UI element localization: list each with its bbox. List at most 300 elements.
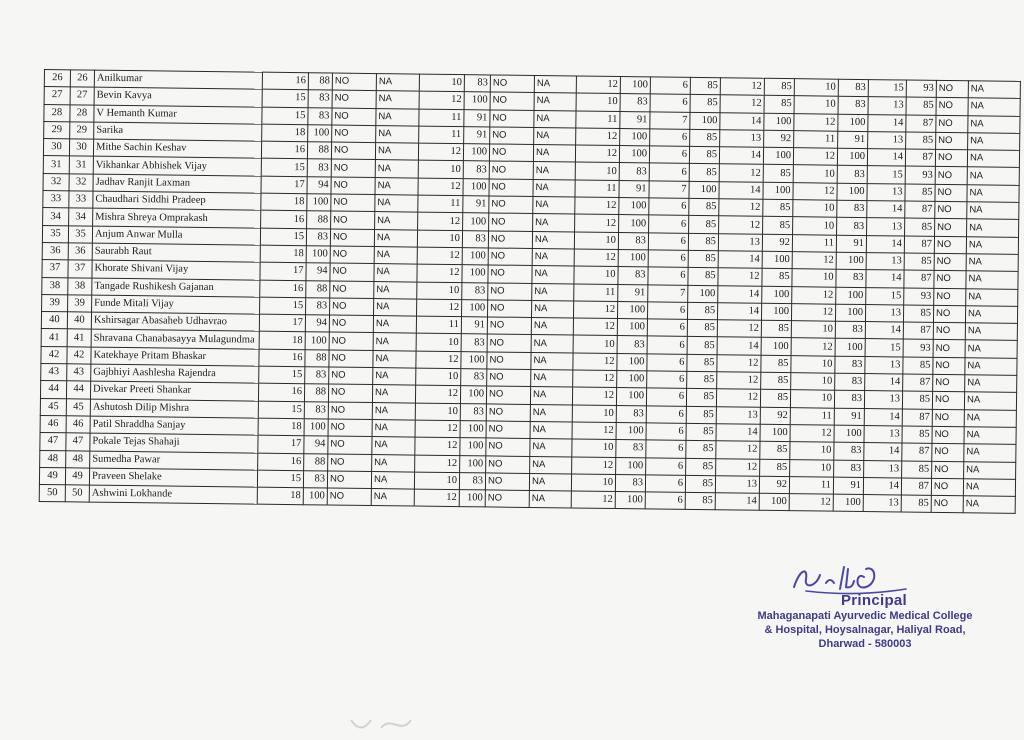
t6-percent-cell: 83 xyxy=(837,218,867,236)
t2-detained-cell: NO xyxy=(489,144,533,162)
t7-detained-cell: NO xyxy=(935,167,967,185)
t5-percent-cell: 85 xyxy=(762,269,792,287)
t1-remark-cell: NA xyxy=(375,177,418,195)
t2-marks-cell: 11 xyxy=(419,126,464,144)
roll-no-cell: 28 xyxy=(70,104,94,122)
t7-remark-cell: NA xyxy=(968,115,1020,133)
t7-remark-cell: NA xyxy=(965,306,1017,324)
t3-marks-cell: 10 xyxy=(572,405,616,423)
t2-marks-cell: 12 xyxy=(419,91,464,109)
t7-percent-cell: 87 xyxy=(905,201,935,219)
t7-detained-cell: NO xyxy=(932,461,964,479)
t3-marks-cell: 12 xyxy=(573,301,617,319)
t2-marks-cell: 10 xyxy=(417,230,462,248)
t6-percent-cell: 83 xyxy=(834,460,864,478)
t4-percent-cell: 85 xyxy=(690,77,720,95)
marks-table-body xyxy=(39,70,1020,514)
t1-percent-cell: 94 xyxy=(306,263,330,281)
t6-percent-cell: 100 xyxy=(837,148,867,166)
t4-percent-cell: 85 xyxy=(689,216,719,234)
t5-marks-cell: 13 xyxy=(718,233,762,251)
roll-no-cell: 43 xyxy=(67,364,91,382)
t2-percent-cell: 100 xyxy=(462,248,488,266)
t3-percent-cell: 83 xyxy=(619,163,649,181)
t5-marks-cell: 13 xyxy=(720,130,764,148)
t7-remark-cell: NA xyxy=(964,409,1016,427)
t1-percent-cell: 88 xyxy=(308,73,332,91)
t1-marks-cell: 15 xyxy=(262,107,308,125)
t6-percent-cell: 100 xyxy=(836,252,866,270)
principal-signature-icon xyxy=(786,557,926,597)
t3-percent-cell: 100 xyxy=(615,492,645,510)
t5-percent-cell: 85 xyxy=(761,320,791,338)
t1-percent-cell: 83 xyxy=(308,107,332,125)
t3-marks-cell: 12 xyxy=(575,145,619,163)
t1-detained-cell: NO xyxy=(332,73,376,91)
sr-no-cell: 44 xyxy=(40,381,66,399)
t4-marks-cell: 6 xyxy=(648,250,688,268)
t6-percent-cell: 91 xyxy=(838,131,868,149)
t7-remark-cell: NA xyxy=(965,375,1017,393)
t6-percent-cell: 83 xyxy=(838,97,868,115)
t5-marks-cell: 12 xyxy=(717,320,761,338)
t4-percent-cell: 85 xyxy=(687,354,717,372)
t7-marks-cell: 14 xyxy=(866,270,904,288)
t1-detained-cell: NO xyxy=(331,211,375,229)
t1-detained-cell: NO xyxy=(328,384,372,402)
t2-percent-cell: 100 xyxy=(464,92,490,110)
t6-percent-cell: 83 xyxy=(834,442,864,460)
t3-marks-cell: 10 xyxy=(574,232,618,250)
t1-remark-cell: NA xyxy=(371,471,414,489)
t1-percent-cell: 100 xyxy=(308,125,332,143)
t3-percent-cell: 100 xyxy=(620,128,650,146)
t5-marks-cell: 12 xyxy=(719,164,763,182)
t1-remark-cell: NA xyxy=(372,385,415,403)
roll-no-cell: 36 xyxy=(68,243,92,261)
t7-detained-cell: NO xyxy=(935,150,967,168)
t7-marks-cell: 14 xyxy=(867,149,905,167)
t2-detained-cell: NO xyxy=(486,404,530,422)
student-name-cell: Sumedha Pawar xyxy=(90,451,258,470)
t1-marks-cell: 15 xyxy=(262,89,308,107)
sr-no-cell: 42 xyxy=(41,346,67,364)
sr-no-cell: 35 xyxy=(42,225,68,243)
t2-percent-cell: 100 xyxy=(460,386,486,404)
t7-percent-cell: 85 xyxy=(906,97,936,115)
t2-percent-cell: 100 xyxy=(463,178,489,196)
t5-marks-cell: 12 xyxy=(716,441,760,459)
t4-percent-cell: 100 xyxy=(688,285,718,303)
t1-marks-cell: 18 xyxy=(260,245,306,263)
t2-remark-cell: NA xyxy=(533,214,575,232)
t7-percent-cell: 87 xyxy=(903,374,933,392)
t3-marks-cell: 12 xyxy=(576,128,620,146)
t3-percent-cell: 91 xyxy=(619,180,649,198)
t1-detained-cell: NO xyxy=(329,367,373,385)
t1-percent-cell: 100 xyxy=(305,332,329,350)
t3-marks-cell: 11 xyxy=(574,284,618,302)
t4-marks-cell: 6 xyxy=(650,94,690,112)
t2-marks-cell: 12 xyxy=(415,420,460,438)
t4-marks-cell: 6 xyxy=(645,475,685,493)
t4-percent-cell: 85 xyxy=(685,475,715,493)
t3-percent-cell: 100 xyxy=(617,301,647,319)
t7-detained-cell: NO xyxy=(933,323,965,341)
t7-remark-cell: NA xyxy=(964,444,1016,462)
t4-marks-cell: 6 xyxy=(646,406,686,424)
t7-percent-cell: 93 xyxy=(904,288,934,306)
t6-percent-cell: 100 xyxy=(835,304,865,322)
t4-marks-cell: 6 xyxy=(646,388,686,406)
t3-percent-cell: 83 xyxy=(618,267,648,285)
roll-no-cell: 30 xyxy=(69,139,93,157)
t2-percent-cell: 91 xyxy=(463,196,489,214)
t3-marks-cell: 12 xyxy=(575,214,619,232)
t1-detained-cell: NO xyxy=(330,229,374,247)
t6-marks-cell: 12 xyxy=(792,286,836,304)
t1-marks-cell: 17 xyxy=(260,262,306,280)
sr-no-cell: 27 xyxy=(44,87,70,105)
t5-percent-cell: 100 xyxy=(761,338,791,356)
roll-no-cell: 45 xyxy=(66,398,90,416)
t4-percent-cell: 100 xyxy=(690,112,720,130)
t4-percent-cell: 85 xyxy=(690,129,720,147)
t2-detained-cell: NO xyxy=(486,421,530,439)
t1-detained-cell: NO xyxy=(328,402,372,420)
t7-marks-cell: 13 xyxy=(864,425,902,443)
t2-marks-cell: 12 xyxy=(418,212,463,230)
t1-detained-cell: NO xyxy=(330,246,374,264)
principal-title: Principal xyxy=(840,592,908,609)
t6-percent-cell: 91 xyxy=(836,235,866,253)
t7-remark-cell: NA xyxy=(965,358,1017,376)
t7-marks-cell: 14 xyxy=(866,235,904,253)
t4-marks-cell: 6 xyxy=(646,423,686,441)
roll-no-cell: 27 xyxy=(70,87,94,105)
t3-percent-cell: 83 xyxy=(620,94,650,112)
t6-marks-cell: 10 xyxy=(793,200,837,218)
t4-marks-cell: 7 xyxy=(650,112,690,130)
sr-no-cell: 41 xyxy=(41,329,67,347)
sr-no-cell: 30 xyxy=(43,139,69,157)
t3-percent-cell: 91 xyxy=(620,111,650,129)
student-name-cell: Gajbhiyi Aashlesha Rajendra xyxy=(91,364,259,383)
student-name-cell: Mishra Shreya Omprakash xyxy=(93,208,261,227)
student-name-cell: Tangade Rushikesh Gajanan xyxy=(92,278,260,297)
t5-marks-cell: 12 xyxy=(719,199,763,217)
t4-marks-cell: 6 xyxy=(649,146,689,164)
t5-percent-cell: 100 xyxy=(762,286,792,304)
t2-detained-cell: NO xyxy=(489,196,533,214)
t4-marks-cell: 6 xyxy=(649,198,689,216)
t7-percent-cell: 85 xyxy=(902,426,932,444)
t6-marks-cell: 10 xyxy=(790,442,834,460)
t3-percent-cell: 83 xyxy=(617,336,647,354)
roll-no-cell: 44 xyxy=(66,381,90,399)
t7-marks-cell: 14 xyxy=(865,374,903,392)
t6-marks-cell: 12 xyxy=(789,494,833,512)
sr-no-cell: 32 xyxy=(43,173,69,191)
t6-marks-cell: 10 xyxy=(794,96,838,114)
student-name-cell: V Hemanth Kumar xyxy=(94,105,262,124)
t4-percent-cell: 85 xyxy=(686,423,716,441)
t7-percent-cell: 87 xyxy=(904,236,934,254)
t3-marks-cell: 11 xyxy=(576,111,620,129)
t4-marks-cell: 6 xyxy=(646,457,686,475)
student-name-cell: Kshirsagar Abasaheb Udhavrao xyxy=(91,312,259,331)
t5-percent-cell: 100 xyxy=(764,113,794,131)
marks-table-sheet xyxy=(39,69,1021,514)
student-name-cell: Divekar Preeti Shankar xyxy=(90,381,258,400)
t2-remark-cell: NA xyxy=(533,179,575,197)
student-name-cell: Anilkumar xyxy=(94,70,262,89)
t7-detained-cell: NO xyxy=(933,357,965,375)
t5-percent-cell: 85 xyxy=(760,442,790,460)
sr-no-cell: 38 xyxy=(42,277,68,295)
t1-marks-cell: 16 xyxy=(260,280,306,298)
t2-detained-cell: NO xyxy=(488,300,532,318)
t1-marks-cell: 18 xyxy=(259,332,305,350)
t5-marks-cell: 12 xyxy=(716,389,760,407)
t4-marks-cell: 6 xyxy=(646,440,686,458)
t5-percent-cell: 100 xyxy=(760,424,790,442)
t6-percent-cell: 83 xyxy=(835,356,865,374)
t1-percent-cell: 83 xyxy=(303,471,327,489)
t7-percent-cell: 93 xyxy=(903,339,933,357)
t3-marks-cell: 12 xyxy=(572,387,616,405)
t1-detained-cell: NO xyxy=(332,108,376,126)
t6-percent-cell: 100 xyxy=(835,339,865,357)
t2-detained-cell: NO xyxy=(490,127,534,145)
t7-marks-cell: 14 xyxy=(864,443,902,461)
t7-marks-cell: 15 xyxy=(865,339,903,357)
t1-marks-cell: 16 xyxy=(262,72,308,90)
t7-marks-cell: 13 xyxy=(863,495,901,513)
t5-marks-cell: 14 xyxy=(718,251,762,269)
t3-percent-cell: 100 xyxy=(616,422,646,440)
t1-detained-cell: NO xyxy=(330,298,374,316)
t7-remark-cell: NA xyxy=(964,392,1016,410)
t7-remark-cell: NA xyxy=(963,479,1015,497)
t2-percent-cell: 100 xyxy=(462,299,488,317)
t1-percent-cell: 83 xyxy=(306,298,330,316)
t1-percent-cell: 88 xyxy=(305,349,329,367)
t2-percent-cell: 83 xyxy=(461,369,487,387)
student-name-cell: Ashutosh Dilip Mishra xyxy=(90,399,258,418)
t7-percent-cell: 93 xyxy=(905,167,935,185)
sr-no-cell: 47 xyxy=(40,433,66,451)
sr-no-cell: 34 xyxy=(43,208,69,226)
t1-marks-cell: 18 xyxy=(261,193,307,211)
t7-marks-cell: 13 xyxy=(864,391,902,409)
t1-remark-cell: NA xyxy=(374,281,417,299)
t1-marks-cell: 17 xyxy=(258,435,304,453)
t5-percent-cell: 92 xyxy=(762,234,792,252)
t2-marks-cell: 11 xyxy=(418,195,463,213)
t4-marks-cell: 6 xyxy=(648,267,688,285)
t7-percent-cell: 87 xyxy=(902,409,932,427)
sr-no-cell: 49 xyxy=(39,467,65,485)
t2-detained-cell: NO xyxy=(487,369,531,387)
t7-percent-cell: 87 xyxy=(902,443,932,461)
t6-percent-cell: 83 xyxy=(834,391,864,409)
t2-detained-cell: NO xyxy=(487,334,531,352)
t7-detained-cell: NO xyxy=(932,392,964,410)
t3-marks-cell: 10 xyxy=(572,439,616,457)
t2-percent-cell: 83 xyxy=(463,161,489,179)
t1-marks-cell: 15 xyxy=(259,366,305,384)
t3-marks-cell: 12 xyxy=(573,353,617,371)
sr-no-cell: 40 xyxy=(41,312,67,330)
t6-marks-cell: 12 xyxy=(794,113,838,131)
t4-marks-cell: 6 xyxy=(648,233,688,251)
roll-no-cell: 39 xyxy=(68,295,92,313)
t1-percent-cell: 88 xyxy=(304,384,328,402)
t2-marks-cell: 12 xyxy=(415,437,460,455)
sr-no-cell: 46 xyxy=(40,415,66,433)
t6-percent-cell: 100 xyxy=(833,494,863,512)
t7-percent-cell: 93 xyxy=(906,80,936,98)
roll-no-cell: 32 xyxy=(69,174,93,192)
t6-percent-cell: 91 xyxy=(833,477,863,495)
t2-marks-cell: 10 xyxy=(414,472,459,490)
t5-percent-cell: 85 xyxy=(764,96,794,114)
t5-marks-cell: 14 xyxy=(718,285,762,303)
t4-percent-cell: 85 xyxy=(687,302,717,320)
t5-marks-cell: 14 xyxy=(717,303,761,321)
t6-percent-cell: 83 xyxy=(837,200,867,218)
t1-percent-cell: 83 xyxy=(307,159,331,177)
sr-no-cell: 45 xyxy=(40,398,66,416)
t7-percent-cell: 85 xyxy=(903,357,933,375)
roll-no-cell: 48 xyxy=(66,450,90,468)
t1-percent-cell: 100 xyxy=(306,246,330,264)
t2-percent-cell: 100 xyxy=(463,213,489,231)
student-name-cell: Funde Mitali Vijay xyxy=(92,295,260,314)
t7-detained-cell: NO xyxy=(934,271,966,289)
t1-remark-cell: NA xyxy=(373,350,416,368)
t5-marks-cell: 12 xyxy=(716,458,760,476)
t6-marks-cell: 12 xyxy=(791,338,835,356)
t1-marks-cell: 18 xyxy=(257,487,303,505)
t2-percent-cell: 83 xyxy=(459,472,485,490)
t1-remark-cell: NA xyxy=(376,108,419,126)
t3-marks-cell: 12 xyxy=(574,249,618,267)
t5-marks-cell: 14 xyxy=(715,493,759,511)
t3-marks-cell: 10 xyxy=(571,474,615,492)
t3-marks-cell: 10 xyxy=(574,266,618,284)
t7-remark-cell: NA xyxy=(967,185,1019,203)
t5-percent-cell: 100 xyxy=(761,303,791,321)
t1-marks-cell: 15 xyxy=(258,401,304,419)
t2-detained-cell: NO xyxy=(485,490,529,508)
t2-remark-cell: NA xyxy=(534,127,576,145)
sr-no-cell: 26 xyxy=(44,70,70,88)
t1-percent-cell: 94 xyxy=(307,177,331,195)
t3-percent-cell: 100 xyxy=(617,353,647,371)
sr-no-cell: 36 xyxy=(42,242,68,260)
t4-marks-cell: 6 xyxy=(647,302,687,320)
t4-percent-cell: 85 xyxy=(689,147,719,165)
college-address: & Hospital, Hoysalnagar, Haliyal Road, xyxy=(764,624,966,636)
t7-marks-cell: 13 xyxy=(868,131,906,149)
t7-remark-cell: NA xyxy=(966,288,1018,306)
t6-percent-cell: 100 xyxy=(837,183,867,201)
t3-percent-cell: 100 xyxy=(619,215,649,233)
t2-percent-cell: 100 xyxy=(460,455,486,473)
t6-marks-cell: 11 xyxy=(790,407,834,425)
t6-marks-cell: 12 xyxy=(793,148,837,166)
t6-percent-cell: 100 xyxy=(836,287,866,305)
t5-marks-cell: 12 xyxy=(719,216,763,234)
t5-percent-cell: 85 xyxy=(760,390,790,408)
t4-percent-cell: 85 xyxy=(687,320,717,338)
t1-remark-cell: NA xyxy=(373,368,416,386)
t7-remark-cell: NA xyxy=(967,167,1019,185)
t7-marks-cell: 13 xyxy=(867,218,905,236)
t2-marks-cell: 12 xyxy=(414,489,459,507)
t3-percent-cell: 91 xyxy=(618,284,648,302)
t1-detained-cell: NO xyxy=(328,454,372,472)
sr-no-cell: 48 xyxy=(40,450,66,468)
sr-no-cell: 28 xyxy=(44,104,70,122)
t2-percent-cell: 83 xyxy=(461,334,487,352)
t1-remark-cell: NA xyxy=(376,125,419,143)
t4-percent-cell: 85 xyxy=(686,406,716,424)
t2-percent-cell: 100 xyxy=(463,144,489,162)
t6-percent-cell: 100 xyxy=(834,425,864,443)
roll-no-cell: 33 xyxy=(69,191,93,209)
t2-percent-cell: 100 xyxy=(461,351,487,369)
t7-detained-cell: NO xyxy=(932,409,964,427)
t2-marks-cell: 11 xyxy=(416,316,461,334)
t7-detained-cell: NO xyxy=(936,132,968,150)
t1-percent-cell: 100 xyxy=(304,419,328,437)
t7-remark-cell: NA xyxy=(966,271,1018,289)
t3-percent-cell: 100 xyxy=(616,457,646,475)
student-name-cell: Vikhankar Abhishek Vijay xyxy=(93,157,261,176)
t5-marks-cell: 14 xyxy=(716,424,760,442)
t1-remark-cell: NA xyxy=(371,489,414,507)
t2-remark-cell: NA xyxy=(534,110,576,128)
t2-remark-cell: NA xyxy=(534,93,576,111)
t1-remark-cell: NA xyxy=(374,229,417,247)
t3-percent-cell: 83 xyxy=(616,440,646,458)
t2-percent-cell: 91 xyxy=(464,127,490,145)
t7-remark-cell: NA xyxy=(968,81,1020,99)
t6-marks-cell: 12 xyxy=(792,252,836,270)
t2-remark-cell: NA xyxy=(534,75,576,93)
t7-detained-cell: NO xyxy=(932,426,964,444)
student-name-cell: Chaudhari Siddhi Pradeep xyxy=(93,191,261,210)
t6-marks-cell: 10 xyxy=(794,79,838,97)
student-name-cell: Patil Shraddha Sanjay xyxy=(90,416,258,435)
t3-marks-cell: 12 xyxy=(573,318,617,336)
t7-remark-cell: NA xyxy=(964,461,1016,479)
t2-detained-cell: NO xyxy=(488,265,532,283)
t1-remark-cell: NA xyxy=(374,298,417,316)
t1-marks-cell: 16 xyxy=(258,383,304,401)
t2-detained-cell: NO xyxy=(489,179,533,197)
t7-remark-cell: NA xyxy=(966,254,1018,272)
t2-percent-cell: 83 xyxy=(462,282,488,300)
t5-percent-cell: 85 xyxy=(760,459,790,477)
t1-remark-cell: NA xyxy=(372,454,415,472)
t7-remark-cell: NA xyxy=(967,202,1019,220)
student-name-cell: Shravana Chanabasayya Mulagundma xyxy=(91,330,259,349)
t3-marks-cell: 12 xyxy=(571,491,615,509)
